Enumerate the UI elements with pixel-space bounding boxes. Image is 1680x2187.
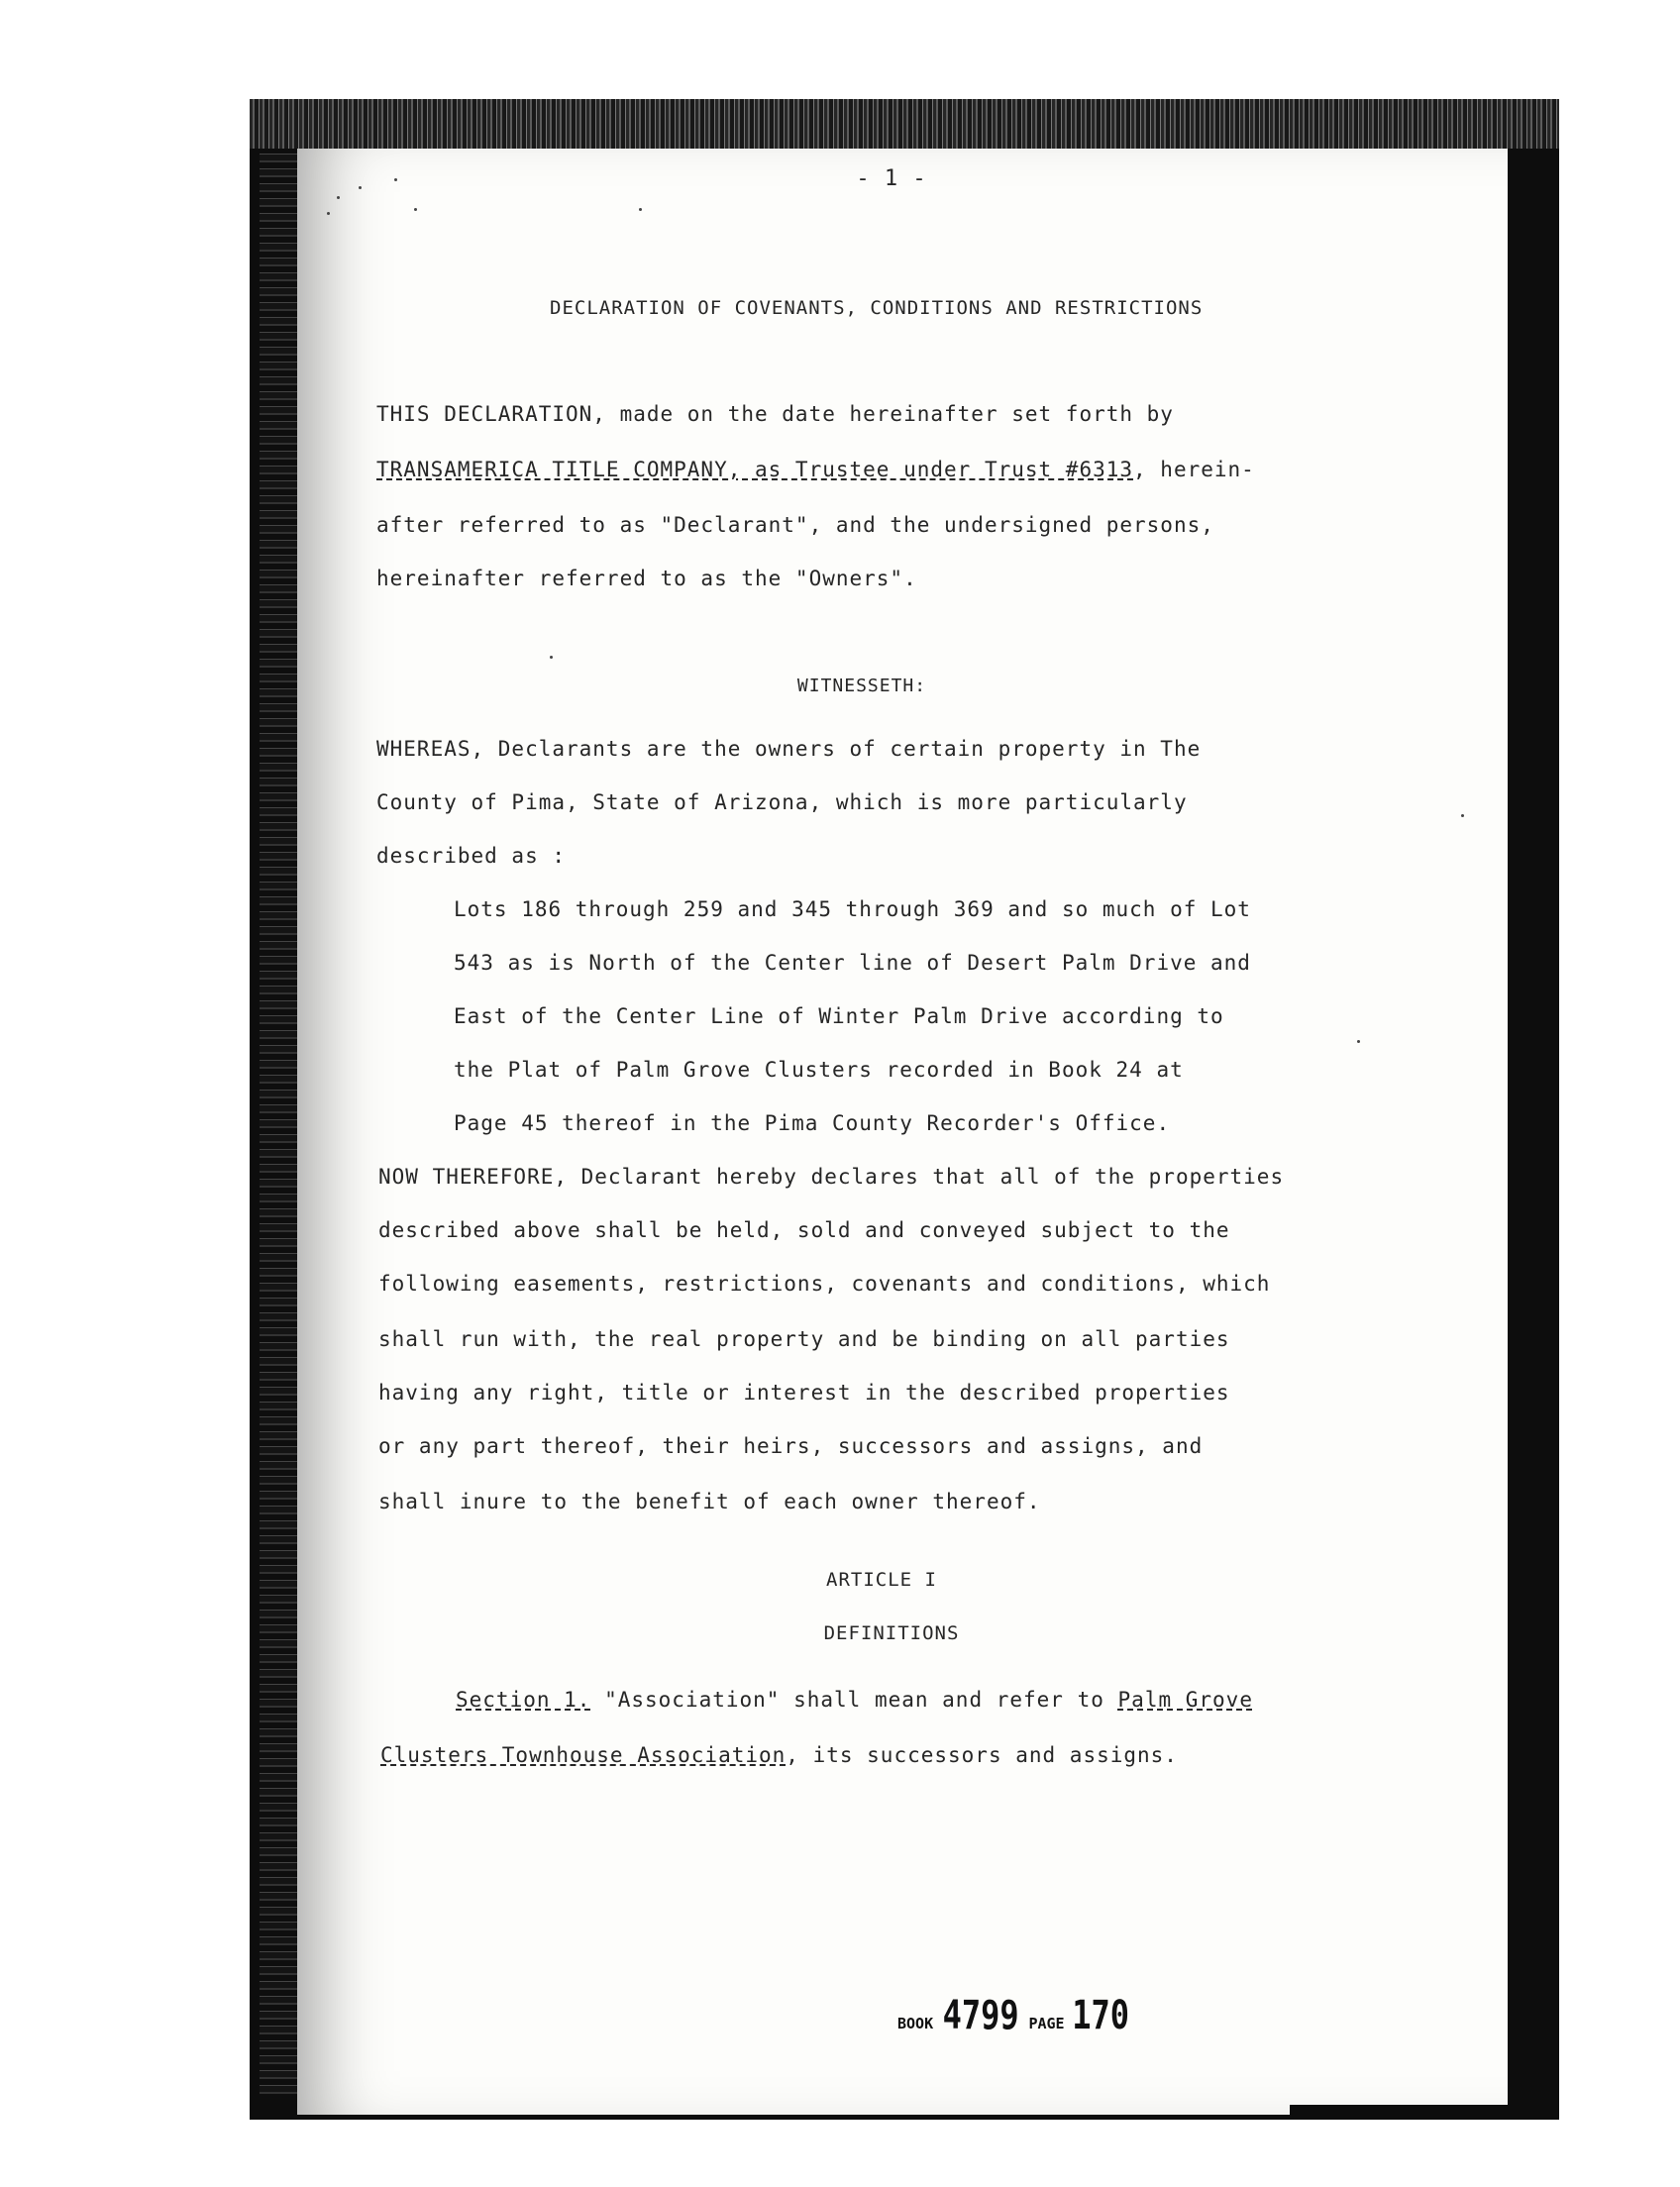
scan-speck	[1357, 1040, 1360, 1043]
section-1-label: Section 1.	[456, 1688, 591, 1712]
scan-noise-left	[260, 149, 299, 2100]
book-label: BOOK	[897, 2015, 934, 2032]
preamble-line-3: after referred to as "Declarant", and the undersigned persons,	[376, 513, 1214, 537]
witnesseth-line-1: WHEREAS, Declarants are the owners of certain property in The	[376, 737, 1202, 761]
scan-speck	[414, 208, 417, 211]
now-therefore-line-5: having any right, title or interest in the described properties	[378, 1381, 1230, 1405]
section-1-text: "Association" shall mean and refer to	[590, 1688, 1118, 1712]
association-name-part-1: Palm Grove	[1117, 1688, 1253, 1712]
article-heading: ARTICLE I	[826, 1569, 937, 1591]
book-number: 4799	[942, 1993, 1019, 2038]
section-1-line-1	[456, 1690, 1253, 1711]
legal-description-line-5: Page 45 thereof in the Pima County Recorder's Office.	[454, 1111, 1171, 1135]
witnesseth-heading: WITNESSETH:	[796, 676, 927, 696]
scan-speck	[1461, 814, 1464, 817]
legal-description-line-3: East of the Center Line of Winter Palm Drive according to	[454, 1004, 1224, 1028]
preamble-line-2-rest: , herein-	[1133, 458, 1255, 481]
stamp-page-number: 170	[1071, 1993, 1129, 2038]
now-therefore-line-7: shall inure to the benefit of each owner thereof.	[378, 1490, 1041, 1513]
scan-speck	[337, 196, 340, 199]
legal-description-line-4: the Plat of Palm Grove Clusters recorded in Book 24 at	[454, 1058, 1184, 1082]
now-therefore-line-6: or any part thereof, their heirs, successors and assigns, and	[378, 1434, 1204, 1458]
now-therefore-line-3: following easements, restrictions, covenants and conditions, which	[378, 1272, 1271, 1296]
preamble-line-1: THIS DECLARATION, made on the date hereinafter set forth by	[376, 402, 1174, 426]
page-number: - 1 -	[856, 166, 927, 191]
section-1-text-end: , its successors and assigns.	[786, 1743, 1178, 1767]
scan-speck	[550, 656, 553, 659]
now-therefore-line-2: described above shall be held, sold and conveyed subject to the	[378, 1218, 1230, 1242]
association-name-part-2: Clusters Townhouse Association	[380, 1743, 787, 1767]
witnesseth-line-3: described as :	[376, 844, 567, 868]
scan-bottom-edge	[1290, 2105, 1559, 2117]
scan-noise-top	[250, 99, 1559, 149]
now-therefore-line-4: shall run with, the real property and be binding on all parties	[378, 1327, 1230, 1351]
page-label: PAGE	[1028, 2015, 1065, 2032]
witnesseth-line-2: County of Pima, State of Arizona, which is more particularly	[376, 790, 1188, 814]
preamble-line-2	[376, 460, 1255, 480]
document-title: DECLARATION OF COVENANTS, CONDITIONS AND RESTRICTIONS	[550, 297, 1204, 319]
recording-stamp	[897, 1993, 1136, 2038]
section-1-line-2	[380, 1745, 1178, 1766]
scan-speck	[394, 178, 397, 181]
legal-description-line-2: 543 as is North of the Center line of Desert Palm Drive and	[454, 951, 1251, 975]
article-subheading: DEFINITIONS	[823, 1622, 960, 1644]
legal-description-line-1: Lots 186 through 259 and 345 through 369 and so much of Lot	[454, 897, 1251, 921]
scan-speck	[327, 212, 330, 215]
scan-speck	[359, 186, 362, 189]
preamble-line-4: hereinafter referred to as the "Owners".	[376, 567, 917, 590]
trustee-name: TRANSAMERICA TITLE COMPANY, as Trustee under Trust #6313	[376, 458, 1134, 481]
scan-speck	[639, 208, 642, 211]
now-therefore-line-1: NOW THEREFORE, Declarant hereby declares that all of the properties	[378, 1165, 1285, 1189]
